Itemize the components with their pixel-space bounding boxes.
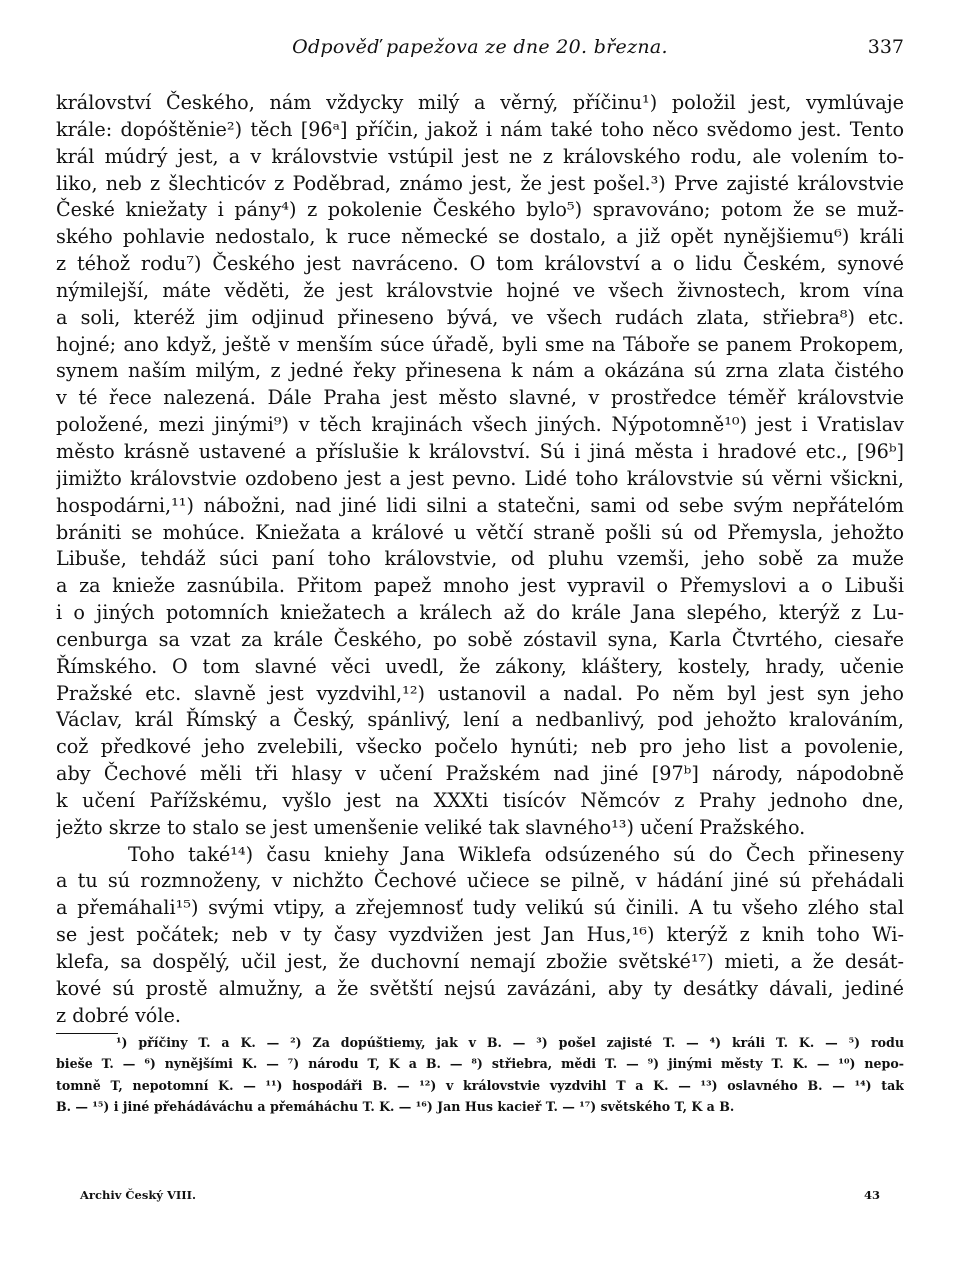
text-line: Libuše, tehdáž súci paní toho královstvie, od pluhu vzemši, jeho sobě za muže	[56, 547, 904, 571]
text-line: král múdrý jest, a v královstvie vstúpil jest ne z královského rodu, ale volením to-	[56, 144, 904, 168]
body-text	[56, 90, 904, 1030]
text-line: a tu sú rozmnoženy, v nichžto Čechové učiece se pilně, v hádání jiné sú přehádali	[56, 869, 904, 893]
text-line: z téhož rodu⁷) Českého jest navráceno. O tom království a o lidu Českém, synové	[56, 252, 904, 276]
text-line: ježto skrze to stalo se jest umenšenie veliké tak slavného¹³) učení Pražského.	[56, 815, 806, 839]
running-head	[56, 36, 904, 66]
text-line: klefa, sa dospělý, učil jest, že duchovní nemají zbožie světské¹⁷) mieti, a že desát-	[56, 950, 904, 973]
text-line: Pražské etc. slavně jest vyzdvihl,¹²) ustanovil a nadal. Po něm byl jest syn jeho	[56, 681, 904, 705]
footnote-line: ¹) příčiny T. a K. — ²) Za dopúštiemy, jak v B. — ³) pošel zajisté T. — ⁴) králi T. K. — ⁵) rodu	[116, 1035, 904, 1050]
footnotes	[56, 1032, 904, 1117]
text-line: brániti se mohúce. Kniežata a králové u větčí straně pošli sú od Přemysla, jehožto	[56, 520, 904, 544]
footnote-line: tomně T, nepotomní K. — ¹¹) hospodáři B. — ¹²) v královstvie vyzdvihl T a K. — ¹³) oslavného B. — ¹⁴) tak	[56, 1077, 904, 1093]
text-line: České kniežaty i pány⁴) z pokolenie Českého bylo⁵) spravováno; potom že se muž-	[56, 198, 904, 222]
text-line: a soli, kteréž jim odjinud přineseno bývá, ve všech rudách zlata, střiebra⁸) etc.	[56, 305, 904, 329]
text-line: a přemáhali¹⁵) svými vtipy, a zřejemnosť tudy velikú sú činili. A tu všeho zlého stal	[56, 896, 904, 920]
footnote-line: B. — ¹⁵) i jiné přehádáváchu a přemáháchu T. K. — ¹⁶) Jan Hus kacieř T. — ¹⁷) světského T, K a B.	[56, 1098, 735, 1114]
text-line: synem naším milým, z jedné řeky přinesena k nám a okázána sú zrna zlata čistého	[56, 359, 904, 383]
text-line: město krásně ustavené a příslušie k království. Sú i jiná města i hradové etc., [96ᵇ]	[56, 439, 904, 463]
text-line: z dobré vóle.	[56, 1003, 181, 1027]
text-line: ského pohlavie nedostalo, k ruce německé se dostalo, a již opět nynějšiemu⁶) králi	[56, 225, 904, 249]
text-line: liko, neb z šlechticóv z Poděbrad, známo jest, že jest pošel.³) Prve zajisté královstvie	[56, 171, 904, 195]
text-line: království Českého, nám vždycky milý a věrný, příčinu¹) položil jest, vymlúvaje	[56, 91, 904, 114]
text-line: což předkové jeho zvelebili, všecko počelo hynúti; neb pro jeho list a povolenie,	[56, 735, 904, 759]
text-line: krále: dopóštěnie²) těch [96ᵃ] příčin, jakož i nám také toho něco svědomo jest. Tento	[56, 117, 904, 141]
page-number: 337	[867, 36, 904, 58]
text-line: a za knieže zasnúbila. Přitom papež mnoho jest vypravil o Přemyslovi a o Libuši	[56, 574, 904, 598]
printer-signature	[80, 1188, 880, 1210]
text-line: nýmilejší, máte věděti, že jest královstvie hojné ve všech živnostech, krom vína	[56, 278, 904, 302]
text-line: kové sú prostě almužny, a že světští nejsú zavázáni, aby ty desátky dávali, jediné	[56, 976, 904, 1000]
text-line: se jest počátek; neb v ty časy vyzdvižen jest Jan Hus,¹⁶) kterýž z knih toho Wi-	[56, 923, 904, 947]
text-line: Toho také¹⁴) času kniehy Jana Wiklefa odsúzeného sú do Čech přineseny	[128, 842, 904, 866]
text-line: Václav, král Římský a Český, spánlivý, lení a nedbanlivý, pod jehožto kralováním,	[56, 708, 904, 732]
signature-label: Archiv Český VIII.	[80, 1188, 197, 1202]
text-line: aby Čechové měli tři hlasy v učení Pražském nad jiné [97ᵇ] národy, nápodobně	[56, 762, 904, 786]
text-line: Římského. O tom slavné věci uvedl, že zákony, kláštery, kostely, hrady, učenie	[56, 654, 904, 678]
text-line: hojné; ano když, ještě v menším súce úřadě, byli sme na Táboře se panem Prokopem,	[56, 332, 904, 356]
text-line: hospodárni,¹¹) nábožni, nad jiné lidi silni a statečni, sami od sebe svým nepřátelóm	[56, 493, 904, 517]
text-line: položené, mezi jinými⁹) v těch krajinách všech jiných. Nýpotomně¹⁰) jest i Vratislav	[56, 413, 904, 437]
footnote-line: bieše T. — ⁶) nynějšími K. — ⁷) národu T, K a B. — ⁸) střiebra, mědi T. — ⁹) jinými městy T. K. — ¹⁰) nepo-	[56, 1056, 904, 1072]
running-title: Odpověď papežova ze dne 20. března.	[292, 36, 668, 58]
text-line: jimižto královstvie ozdobeno jest a jest pevno. Lidé toho královstvie sú věrni všickni,	[56, 466, 904, 490]
text-line: k učení Pařížskému, vyšlo jest na XXXti tisícóv Němcóv z Prahy jednoho dne,	[56, 788, 904, 812]
text-line: cenburga sa vzat za krále Českého, po sobě zóstavil syna, Karla Čtvrtého, ciesaře	[56, 627, 904, 651]
signature-number: 43	[863, 1188, 880, 1202]
text-line: i o jiných potomních kniežatech a králech až do krále Jana slepého, kterýž z Lu-	[56, 601, 904, 625]
text-line: v té řece nalezená. Dále Praha jest město slavné, v prostředce téměř královstvie	[56, 386, 904, 410]
